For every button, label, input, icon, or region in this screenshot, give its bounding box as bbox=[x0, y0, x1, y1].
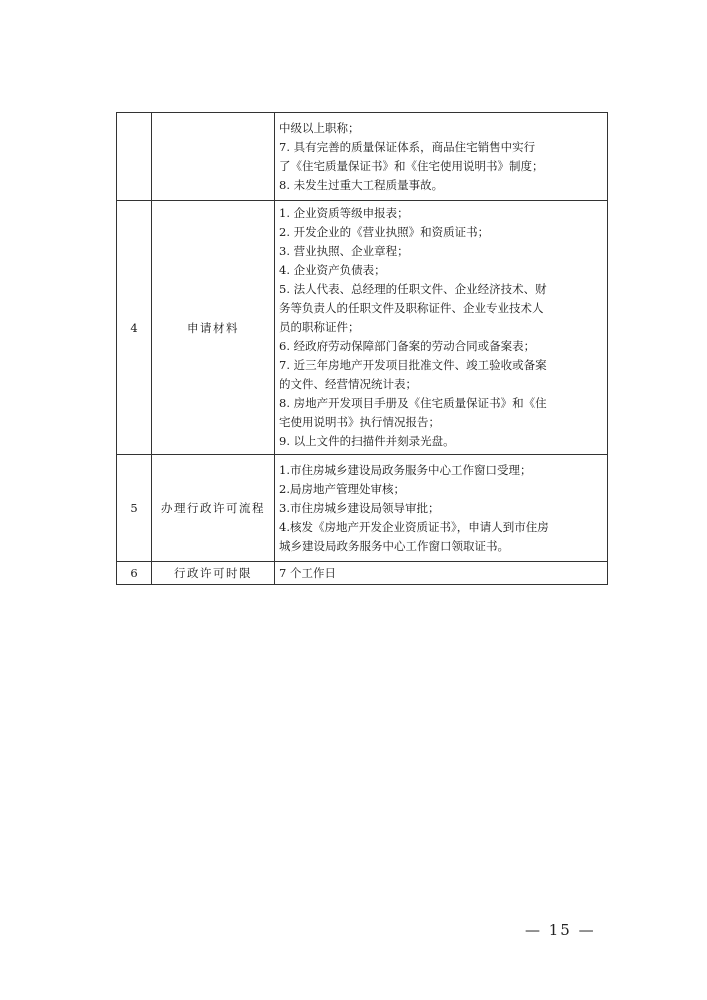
content-line: 6. 经政府劳动保障部门备案的劳动合同或备案表； bbox=[279, 339, 536, 353]
content-line: 2. 开发企业的《营业执照》和资质证书； bbox=[279, 225, 490, 239]
table-row-continued bbox=[117, 113, 608, 201]
content-line: 8. 房地产开发项目手册及《住宅质量保证书》和《住 bbox=[279, 396, 547, 410]
content-line: 2.局房地产管理处审核； bbox=[279, 481, 405, 496]
table-row-time-limit bbox=[117, 562, 608, 585]
table-row-process bbox=[117, 455, 608, 562]
content-line: 宅使用说明书》执行情况报告； bbox=[279, 415, 440, 429]
table-row-application-materials bbox=[117, 201, 608, 455]
row-item-cell bbox=[152, 113, 275, 201]
content-line: 4. 企业资产负债表； bbox=[279, 263, 386, 277]
row-item-cell: 行政许可时限 bbox=[152, 562, 275, 585]
row-item-cell: 申请材料 bbox=[152, 201, 275, 455]
content-line: 7. 近三年房地产开发项目批准文件、竣工验收或备案 bbox=[279, 358, 547, 372]
row-content-cell bbox=[275, 455, 608, 562]
content-line: 8. 未发生过重大工程质量事故。 bbox=[279, 177, 444, 192]
content-line: 了《住宅质量保证书》和《住宅使用说明书》制度； bbox=[279, 158, 544, 173]
content-line: 5. 法人代表、总经理的任职文件、企业经济技术、财 bbox=[279, 282, 547, 296]
content-line: 中级以上职称； bbox=[279, 120, 360, 135]
content-line: 务等负责人的任职文件及职称证件、企业专业技术人 bbox=[279, 301, 544, 315]
content-line: 4.核发《房地产开发企业资质证书》，申请人到市住房 bbox=[279, 519, 549, 534]
content-line: 1. 企业资质等级申报表； bbox=[279, 206, 409, 220]
row-content-cell bbox=[275, 113, 608, 201]
row-item-cell: 办理行政许可流程 bbox=[152, 455, 275, 562]
row-number-cell bbox=[117, 113, 152, 201]
content-line: 3. 营业执照、企业章程； bbox=[279, 244, 409, 258]
content-line: 7. 具有完善的质量保证体系，商品住宅销售中实行 bbox=[279, 139, 536, 154]
content-line: 员的职称证件； bbox=[279, 320, 360, 334]
content-line: 城乡建设局政务服务中心工作窗口领取证书。 bbox=[279, 538, 509, 553]
row-number-cell: 6 bbox=[117, 562, 152, 585]
page-number: — 15 — bbox=[525, 921, 596, 939]
content-line: 1.市住房城乡建设局政务服务中心工作窗口受理； bbox=[279, 462, 532, 477]
content-line: 的文件、经营情况统计表； bbox=[279, 377, 417, 391]
content-line: 9. 以上文件的扫描件并刻录光盘。 bbox=[279, 434, 455, 448]
row-content-cell bbox=[275, 201, 608, 455]
content-line: 3.市住房城乡建设局领导审批； bbox=[279, 500, 440, 515]
row-number-cell: 5 bbox=[117, 455, 152, 562]
row-number-cell: 4 bbox=[117, 201, 152, 455]
requirements-table bbox=[116, 112, 608, 585]
row-content-cell: 7 个工作日 bbox=[275, 562, 608, 585]
